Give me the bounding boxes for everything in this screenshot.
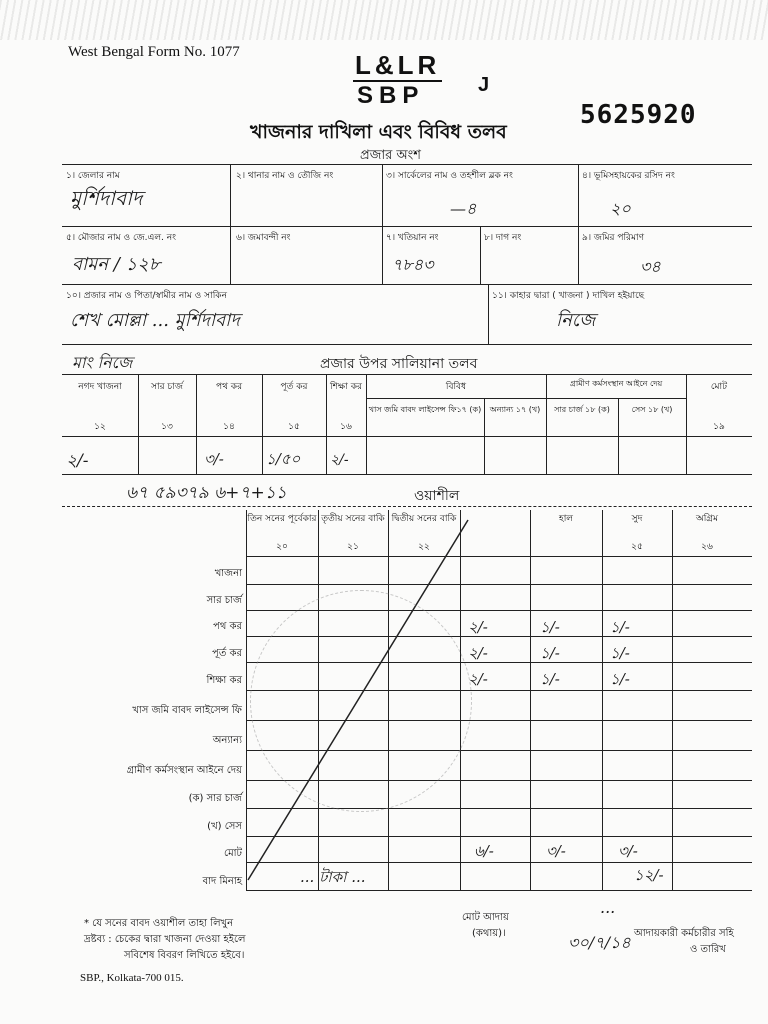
grid-line	[62, 226, 752, 227]
grid-line	[546, 374, 547, 474]
field-circle-label: ৩। সার্কেলের নাম ও তহশীল ব্লক নং	[386, 171, 513, 181]
hdr-advance: অগ্রিম	[695, 514, 719, 524]
col-rural-employment: গ্রামীণ কর্মসংস্থান আইনে দেয়	[569, 379, 663, 388]
row-label-road-tax: পথ কর	[213, 621, 242, 632]
field-jamabandi-label: ৬। জমাবন্দী নং	[236, 233, 291, 243]
col-education: শিক্ষা কর	[330, 382, 362, 392]
signature-date: ৩০/৭/১৪	[568, 933, 631, 952]
field-area-label: ৯। জমির পরিমাণ	[582, 233, 645, 243]
row-label-public-works: পূর্ত কর	[212, 648, 242, 659]
area-value: ৩৪	[640, 257, 661, 276]
field-thana-label: ২। থানার নাম ও তৌজি নং	[236, 171, 334, 181]
grid-line	[62, 374, 752, 375]
grid-line	[366, 398, 686, 399]
reference-number: ৬৭ ৫৯৩৭৯ ৬+৭+১১	[126, 483, 287, 503]
grid-line	[62, 436, 752, 437]
grid-line	[602, 510, 603, 890]
val-grand-total: ১২/-	[634, 866, 664, 884]
field-receipt-label: ৪। ভূমিসহায়কের রসিদ নং	[582, 171, 675, 181]
grid-line	[62, 474, 752, 475]
col-road-tax: পথ কর	[215, 382, 243, 392]
field-district-label: ১। জেলার নাম	[66, 171, 120, 181]
grid-line	[230, 164, 231, 284]
field-mouza-label: ৫। মৌজার নাম ও জে.এল. নং	[66, 233, 177, 243]
in-words-label: (কথায়)।	[472, 928, 506, 939]
form-heading: খাজনার দাখিলা এবং বিবিধ তলব	[250, 121, 507, 143]
val-education: ২/-	[330, 452, 349, 468]
mouza-value: বামন / ১২৮	[72, 254, 161, 275]
val-26-public: ১/-	[610, 644, 630, 662]
waashil-title: ওয়াশীল	[414, 488, 460, 504]
num-19: ১৯	[713, 422, 725, 432]
sub-cess: সেস ১৮ (খ)	[631, 405, 673, 414]
row-label-deduction: বাদ মিনাহ	[202, 876, 242, 887]
num-13: ১৩	[161, 422, 173, 432]
val-total-25: ৩/-	[546, 842, 566, 860]
printer-imprint: SBP., Kolkata-700 015.	[80, 972, 184, 984]
col-cash-rent: নগদ খাজনা	[78, 382, 122, 392]
paidby-value: নিজে	[556, 310, 596, 331]
field-dag-label: ৮। দাগ নং	[484, 233, 522, 243]
num-25: ২৫	[631, 542, 643, 552]
footnote-2: দ্রষ্টব্য : চেকের দ্বারা খাজনা দেওয়া হইলে	[84, 934, 246, 945]
val-24-public: ২/-	[468, 644, 488, 662]
sub-other: অন্যান্য ১৭ (খ)	[489, 405, 541, 414]
footnote-1: * যে সনের বাবদ ওয়াশীল তাহা লিখুন	[84, 918, 234, 929]
val-total-24: ৬/-	[474, 842, 494, 860]
val-public-works: ১/৫০	[266, 450, 301, 468]
scan-noise	[0, 0, 768, 40]
field-khatian-label: ৭। খতিয়ান নং	[386, 233, 439, 243]
val-deduction: ... টাকা ...	[300, 868, 366, 886]
row-label-rural-surcharge: (ক) সার চার্জ	[188, 793, 242, 804]
row-label-total: মোট	[224, 848, 242, 859]
val-road-tax: ৩/-	[204, 450, 224, 468]
sub-khas-licence: খাস জমি বাবদ লাইসেন্স ফি১৭ (ক)	[368, 405, 482, 414]
seal-stamp	[250, 590, 472, 812]
hdr-current: হাল	[558, 514, 574, 524]
sub-rural-surcharge: সার চার্জ ১৮ (ক)	[554, 405, 610, 414]
val-24-road: ২/-	[468, 618, 488, 636]
grid-line	[62, 164, 752, 165]
total-collected-label: মোট আদায়	[462, 912, 509, 923]
hdr-third-year-due: তৃতীয় সনের বাকি	[321, 514, 385, 524]
grid-line	[480, 226, 481, 284]
num-12: ১২	[94, 422, 106, 432]
officer-label: আদায়কারী কর্মচারীর সহি	[634, 928, 734, 939]
form-subheading: প্রজার অংশ	[360, 148, 421, 163]
num-21: ২১	[347, 542, 359, 552]
val-26-edu: ১/-	[610, 670, 630, 688]
num-26: ২৬	[701, 542, 713, 552]
val-24-edu: ২/-	[468, 670, 488, 688]
hdr-three-year-prior: তিন সনের পূর্বেকার	[247, 514, 317, 524]
col-public-works: পূর্ত কর	[280, 382, 308, 392]
val-25-public: ১/-	[540, 644, 560, 662]
title-llr: L&LR	[355, 50, 441, 80]
hdr-second-year-due: দ্বিতীয় সনের বাকি	[391, 514, 457, 524]
date-label: ও তারিখ	[690, 944, 726, 955]
grid-line	[62, 284, 752, 285]
field-paidby-label: ১১। কাহার দ্বারা ( খাজনা ) দাখিল হইয়াছে	[492, 291, 645, 301]
tenant-value: শেখ মোল্লা ... মুর্শিদাবাদ	[70, 310, 240, 331]
serial-number: 5625920	[580, 100, 697, 130]
grid-line	[382, 164, 383, 284]
val-cash-rent: ২/-	[66, 451, 89, 471]
title-suffix: J	[478, 74, 490, 96]
hdr-interest: সুদ	[631, 514, 643, 524]
khatian-value: ৭৮৪৩	[392, 255, 434, 274]
num-20: ২০	[276, 542, 288, 552]
val-25-road: ১/-	[540, 618, 560, 636]
row-label-khas-licence: খাস জমি বাবদ লাইসেন্স ফি	[132, 705, 242, 716]
col-misc: বিবিধ	[445, 382, 467, 392]
row-label-surcharge: সার চার্জ	[206, 595, 242, 606]
col-total: মোট	[710, 382, 728, 392]
row-label-education: শিক্ষা কর	[206, 675, 242, 686]
grid-line	[488, 284, 489, 344]
row-label-other: অন্যান্য	[212, 735, 242, 746]
num-16: ১৬	[340, 422, 352, 432]
num-22: ২২	[418, 542, 430, 552]
left-mark: মাং নিজে	[72, 353, 133, 372]
val-25-edu: ১/-	[540, 670, 560, 688]
grid-line	[62, 506, 752, 508]
num-15: ১৫	[288, 422, 300, 432]
grid-line	[62, 344, 752, 345]
grid-line	[578, 164, 579, 284]
field-tenant-label: ১০। প্রজার নাম ও পিতা/স্বামীর নাম ও সাকিন	[66, 291, 227, 301]
district-value: মুর্শিদাবাদ	[70, 186, 143, 210]
val-total-26: ৩/-	[618, 842, 638, 860]
row-label-rural: গ্রামীণ কর্মসংস্থান আইনে দেয়	[126, 765, 242, 776]
tax-section-title: প্রজার উপর সালিয়ানা তলব	[320, 356, 478, 372]
form-number: West Bengal Form No. 1077	[68, 44, 240, 60]
num-14: ১৪	[223, 422, 235, 432]
receipt-value: ২০	[610, 199, 631, 218]
officer-signature: ...	[600, 898, 616, 917]
block-value: —৪	[450, 199, 477, 218]
grid-line	[530, 510, 531, 890]
col-surcharge: সার চার্জ	[151, 382, 183, 392]
val-26-road: ১/-	[610, 618, 630, 636]
title-sbp: SBP	[357, 82, 425, 109]
row-label-cess: (খ) সেস	[207, 821, 242, 832]
row-label-rent: খাজনা	[214, 568, 242, 579]
grid-line	[672, 510, 673, 890]
footnote-3: সবিশেষ বিবরণ লিখিতে হইবে।	[124, 950, 245, 961]
